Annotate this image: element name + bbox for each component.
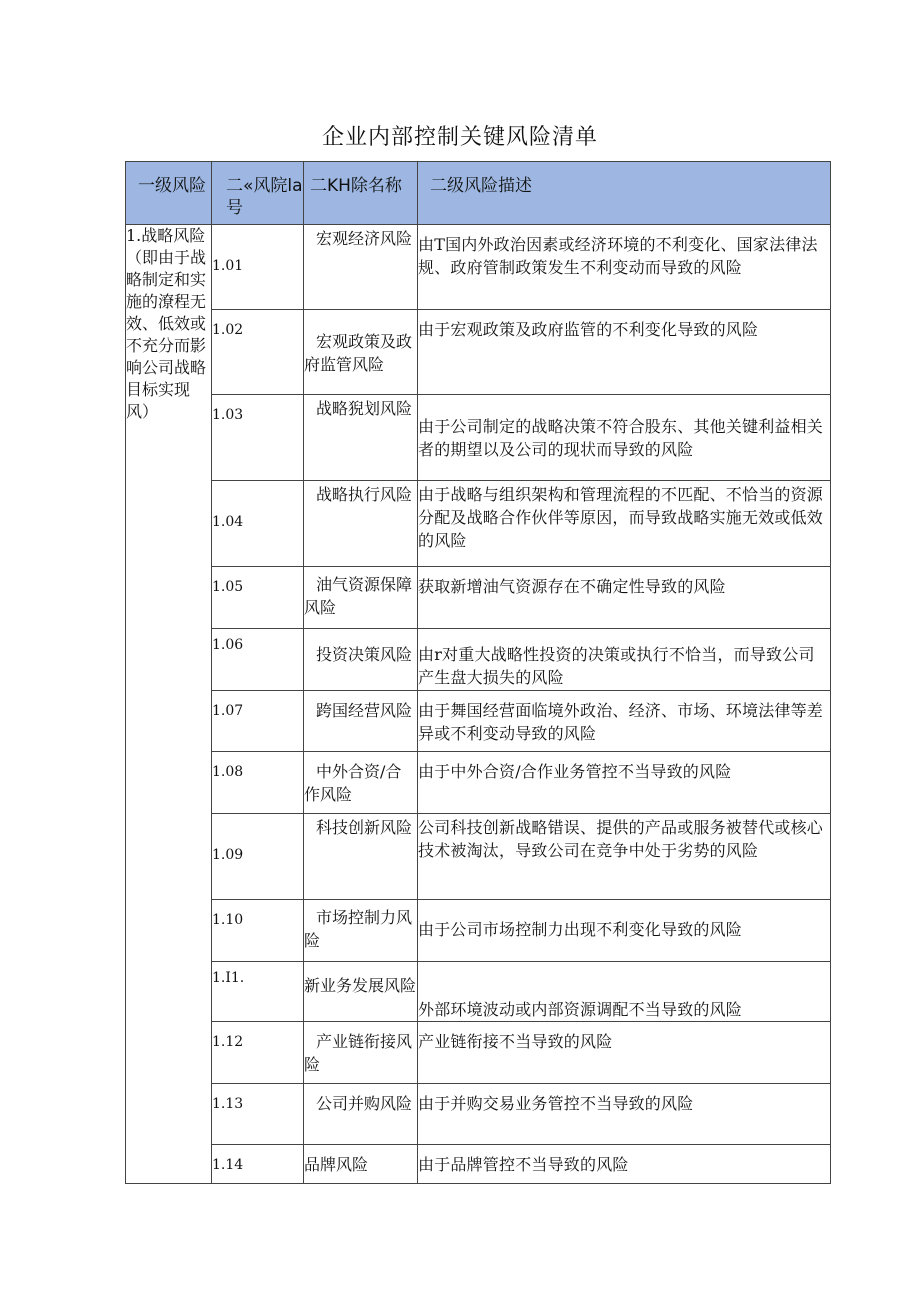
risk-description — [418, 1145, 831, 1184]
risk-name-text: 战略执行风险 — [316, 485, 413, 504]
risk-description-text: 由T国内外政治因素或经济环境的不利变化、国家法律法规、政府管制政策发生不利变动而导致的风险 — [418, 235, 818, 277]
risk-code-text: 1.02 — [212, 322, 244, 338]
risk-name — [304, 629, 418, 691]
risk-description — [418, 691, 831, 752]
risk-description-text: 公司科技创新战略错误、提供的产品或服务被替代或核心技术被淘汰，导致公司在竞争中处于劣势的风险 — [418, 818, 824, 860]
risk-name-text: 公司并购风险 — [316, 1094, 413, 1113]
table-row — [126, 962, 831, 1022]
header-level2-code — [212, 162, 304, 225]
table-row — [126, 1084, 831, 1145]
risk-code-text: 1.08 — [212, 764, 244, 780]
risk-code — [212, 310, 304, 395]
risk-name-text: 跨国经营风险 — [316, 701, 413, 720]
header-level1-risk — [126, 162, 212, 225]
risk-name — [304, 481, 418, 567]
level1-risk-category: 1.战略风险（即由于战略制定和实施的潦程无效、低效或不充分而影响公司战略目标实现风） — [126, 225, 212, 1184]
risk-description — [418, 900, 831, 962]
risk-name — [304, 900, 418, 962]
risk-code-text: 1.07 — [212, 703, 244, 719]
risk-description-text: 获取新增油气资源存在不确定性导致的风险 — [418, 577, 726, 596]
risk-name — [304, 567, 418, 629]
table-row — [126, 1022, 831, 1084]
table-row — [126, 225, 831, 310]
risk-code — [212, 567, 304, 629]
risk-name — [304, 310, 418, 395]
risk-name-text: 战略猊划风险 — [316, 399, 413, 418]
risk-code-text: 1.09 — [212, 847, 244, 863]
risk-name — [304, 814, 418, 900]
risk-name-text: 新业务发展风险 — [304, 976, 417, 995]
table-row — [126, 752, 831, 814]
risk-description-text: 由于品牌管控不当导致的风险 — [418, 1155, 629, 1174]
risk-description — [418, 629, 831, 691]
risk-description-text: 由于公司制定的战略决策不符合股东、其他关键利益相关者的期望以及公司的现状而导致的风险 — [418, 417, 824, 459]
risk-description-text: 由于战略与组织架构和管理流程的不匹配、不恰当的资源分配及战略合作伙伴等原因，而导致战略实施无效或低效的风险 — [418, 485, 824, 550]
risk-code — [212, 629, 304, 691]
header-level2-desc — [418, 162, 831, 225]
table-row — [126, 567, 831, 629]
table-row — [126, 1145, 831, 1184]
risk-code-text: 1.13 — [212, 1096, 244, 1112]
risk-code — [212, 814, 304, 900]
risk-description — [418, 567, 831, 629]
risk-name-text: 宏观政策及政府监管风险 — [304, 332, 413, 374]
risk-code — [212, 395, 304, 481]
risk-description-text: 外部环境波动或内部资源调配不当导致的风险 — [418, 1000, 743, 1019]
risk-name — [304, 1145, 418, 1184]
risk-code-text: 1.01 — [212, 258, 244, 274]
header-level2-name — [304, 162, 418, 225]
risk-code-text: 1.05 — [212, 579, 244, 595]
risk-name — [304, 691, 418, 752]
risk-description — [418, 225, 831, 310]
risk-code — [212, 1145, 304, 1184]
risk-name-text: 中外合资/合作风险 — [304, 762, 402, 804]
page-title: 企业内部控制关键风险清单 — [321, 125, 598, 150]
risk-code-text: 1.12 — [212, 1034, 244, 1050]
risk-code — [212, 1084, 304, 1145]
risk-name — [304, 225, 418, 310]
risk-description — [418, 752, 831, 814]
risk-description-text: 由r对重大战略性投资的决策或执行不恰当，而导致公司产生盘大损失的风险 — [418, 645, 815, 687]
header-level2-code-label: 二«风院la号 — [226, 176, 303, 218]
risk-name-text: 市场控制力风险 — [304, 908, 413, 950]
table-row — [126, 900, 831, 962]
risk-name-text: 宏观经济风险 — [316, 229, 413, 248]
table-header-row — [126, 162, 831, 225]
risk-code — [212, 481, 304, 567]
risk-code — [212, 225, 304, 310]
risk-code-text: 1.04 — [212, 514, 244, 530]
risk-code-text: 1.10 — [212, 912, 244, 928]
risk-description-text: 由于中外合资/合作业务管控不当导致的风险 — [418, 762, 732, 781]
risk-code — [212, 691, 304, 752]
risk-code — [212, 1022, 304, 1084]
header-level2-desc-label: 二级风险描述 — [430, 176, 532, 196]
table-row — [126, 629, 831, 691]
risk-code-text: 1.14 — [212, 1157, 244, 1173]
header-level2-name-label: 二KH除名称 — [310, 176, 402, 196]
risk-name-text: 投资决策风险 — [316, 645, 413, 664]
risk-description — [418, 1084, 831, 1145]
risk-description — [418, 395, 831, 481]
risk-description — [418, 814, 831, 900]
risk-description — [418, 1022, 831, 1084]
risk-description-text: 由于宏观政策及政府监管的不利变化导致的风险 — [418, 320, 759, 339]
risk-name-text: 油气资源保障风险 — [304, 575, 413, 617]
risk-name-text: 产业链衔接风险 — [304, 1032, 413, 1074]
risk-name — [304, 1084, 418, 1145]
risk-table — [125, 161, 831, 1184]
risk-code — [212, 962, 304, 1022]
risk-code-text: 1.03 — [212, 407, 244, 423]
table-row — [126, 814, 831, 900]
risk-name — [304, 395, 418, 481]
risk-description — [418, 962, 831, 1022]
table-row — [126, 310, 831, 395]
risk-name-text: 科技创新风险 — [316, 818, 413, 837]
header-level1-risk-label: 一级风险 — [138, 176, 206, 196]
table-row — [126, 481, 831, 567]
risk-name-text: 品牌风险 — [304, 1155, 369, 1174]
table-row — [126, 691, 831, 752]
risk-name — [304, 962, 418, 1022]
risk-description — [418, 481, 831, 567]
risk-code — [212, 900, 304, 962]
risk-description-text: 由于舞国经营面临境外政治、经济、市场、环境法律等差异或不利变动导致的风险 — [418, 701, 824, 743]
table-row — [126, 395, 831, 481]
risk-code-text: 1.I1. — [212, 970, 245, 986]
risk-name — [304, 752, 418, 814]
risk-description-text: 由于并购交易业务管控不当导致的风险 — [418, 1094, 694, 1113]
risk-code-text: 1.06 — [212, 637, 244, 653]
risk-description-text: 产业链衔接不当导致的风险 — [418, 1032, 613, 1051]
risk-description-text: 由于公司市场控制力出现不利变化导致的风险 — [418, 920, 743, 939]
risk-description — [418, 310, 831, 395]
risk-code — [212, 752, 304, 814]
risk-name — [304, 1022, 418, 1084]
